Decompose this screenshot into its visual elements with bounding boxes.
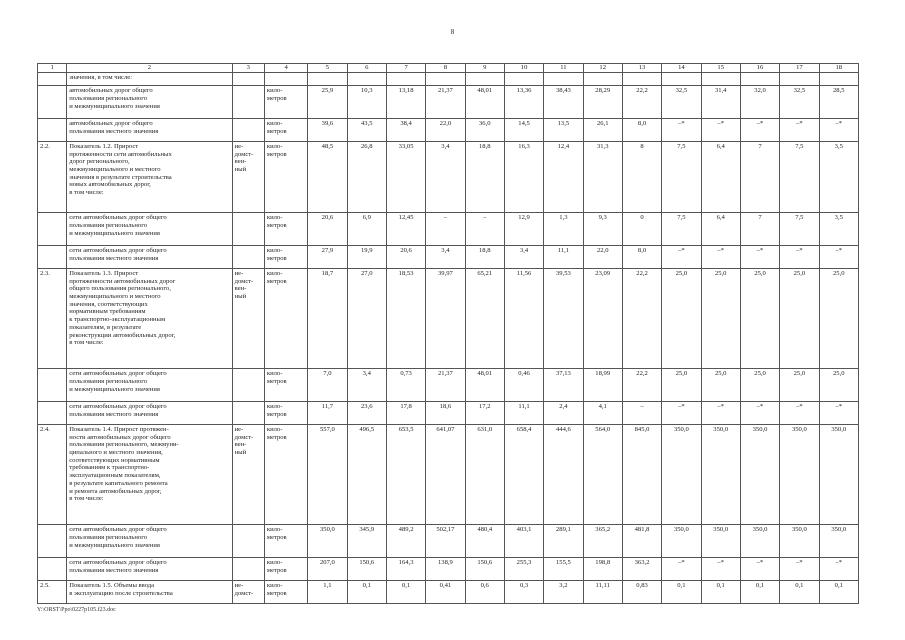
value-cell: 32,5 (780, 86, 819, 119)
table-row (38, 213, 859, 246)
value-cell: 363,2 (622, 557, 661, 580)
value-cell: 155,5 (544, 557, 583, 580)
unit-of-measure: кило- метров (264, 118, 307, 141)
unit-of-measure: кило- метров (264, 580, 307, 603)
value-cell: 207,0 (308, 557, 347, 580)
value-cell: 350,0 (701, 525, 740, 558)
value-cell: 6,4 (701, 213, 740, 246)
column-header-5: 5 (308, 64, 347, 73)
unit-of-measure: кило- метров (264, 245, 307, 268)
column-header-14: 14 (662, 64, 701, 73)
indicator-type (232, 557, 264, 580)
value-cell: 22,2 (622, 369, 661, 402)
value-cell: –* (780, 245, 819, 268)
unit-of-measure: кило- метров (264, 213, 307, 246)
unit-of-measure: кило- метров (264, 401, 307, 424)
value-cell: 3,5 (819, 141, 858, 212)
column-header-7: 7 (386, 64, 425, 73)
value-cell: 18,53 (386, 268, 425, 368)
value-cell: 255,3 (504, 557, 543, 580)
value-cell: 16,3 (504, 141, 543, 212)
column-header-9: 9 (465, 64, 504, 73)
value-cell: –* (780, 557, 819, 580)
value-cell: 3,4 (426, 141, 465, 212)
value-cell: 0,1 (780, 580, 819, 603)
table-row (38, 557, 859, 580)
indicator-type: ие- домст- (232, 580, 264, 603)
value-cell (780, 72, 819, 85)
value-cell: 631,0 (465, 424, 504, 524)
value-cell: 0,1 (701, 580, 740, 603)
indicator-name: Показатель 1.2. Прирост протяженности сети автомобильных дорог регионального, межмуниципального и местного значения в результате строительства новых автомобильных дорог, в том числе: (67, 141, 232, 212)
value-cell: –* (701, 118, 740, 141)
column-header-17: 17 (780, 64, 819, 73)
value-cell: 8 (622, 141, 661, 212)
value-cell: 365,2 (583, 525, 622, 558)
value-cell: 13,5 (544, 118, 583, 141)
value-cell: 150,6 (347, 557, 386, 580)
value-cell: 28,29 (583, 86, 622, 119)
value-cell: 25,0 (819, 268, 858, 368)
value-cell: 25,9 (308, 86, 347, 119)
value-cell: 198,8 (583, 557, 622, 580)
value-cell: 8,0 (622, 245, 661, 268)
value-cell: 21,37 (426, 86, 465, 119)
value-cell: 38,4 (386, 118, 425, 141)
table-row (38, 580, 859, 603)
value-cell (386, 72, 425, 85)
value-cell: 12,4 (544, 141, 583, 212)
row-number: 2.4. (38, 424, 67, 524)
indicator-type (232, 118, 264, 141)
value-cell: 7 (740, 213, 779, 246)
column-header-10: 10 (504, 64, 543, 73)
value-cell: 12,45 (386, 213, 425, 246)
unit-of-measure: кило- метров (264, 86, 307, 119)
column-header-13: 13 (622, 64, 661, 73)
unit-of-measure: кило- метров (264, 424, 307, 524)
value-cell: 489,2 (386, 525, 425, 558)
value-cell: 31,4 (701, 86, 740, 119)
value-cell: 17,8 (386, 401, 425, 424)
value-cell: 27,9 (308, 245, 347, 268)
value-cell: 3,4 (426, 245, 465, 268)
value-cell: 36,0 (465, 118, 504, 141)
value-cell: –* (662, 401, 701, 424)
value-cell: 0,83 (622, 580, 661, 603)
value-cell: 502,17 (426, 525, 465, 558)
value-cell: 18,8 (465, 141, 504, 212)
value-cell: 150,6 (465, 557, 504, 580)
value-cell: 23,09 (583, 268, 622, 368)
indicator-name: сети автомобильных дорог общего пользования регионального и межмуниципального значения (67, 369, 232, 402)
value-cell: 25,0 (662, 268, 701, 368)
value-cell (465, 72, 504, 85)
value-cell: 26,1 (583, 118, 622, 141)
row-number (38, 245, 67, 268)
value-cell: 350,0 (740, 424, 779, 524)
value-cell: 0,46 (504, 369, 543, 402)
value-cell: 4,1 (583, 401, 622, 424)
column-header-1: 1 (38, 64, 67, 73)
indicator-type (232, 525, 264, 558)
indicator-type (232, 369, 264, 402)
value-cell (662, 72, 701, 85)
value-cell: –* (819, 401, 858, 424)
value-cell: 564,0 (583, 424, 622, 524)
value-cell: 0,1 (386, 580, 425, 603)
value-cell: 25,0 (780, 268, 819, 368)
indicator-type: ие- домст- вен- ный (232, 268, 264, 368)
value-cell (583, 72, 622, 85)
value-cell: 14,5 (504, 118, 543, 141)
value-cell: 1,1 (308, 580, 347, 603)
unit-of-measure: кило- метров (264, 141, 307, 212)
row-number: 2.5. (38, 580, 67, 603)
value-cell: 0,3 (504, 580, 543, 603)
value-cell: 653,5 (386, 424, 425, 524)
value-cell: 39,53 (544, 268, 583, 368)
value-cell: 43,5 (347, 118, 386, 141)
table-row (38, 268, 859, 368)
column-header-18: 18 (819, 64, 858, 73)
value-cell: 3,2 (544, 580, 583, 603)
table-row (38, 118, 859, 141)
value-cell: 10,3 (347, 86, 386, 119)
value-cell: –* (819, 245, 858, 268)
value-cell: 350,0 (701, 424, 740, 524)
indicator-type: ие- домст- вен- ный (232, 141, 264, 212)
value-cell: 350,0 (819, 525, 858, 558)
value-cell: 0 (622, 213, 661, 246)
value-cell: 32,5 (662, 86, 701, 119)
table-row (38, 369, 859, 402)
value-cell: 8,0 (622, 118, 661, 141)
indicator-type (232, 213, 264, 246)
value-cell: – (622, 401, 661, 424)
value-cell: 1,3 (544, 213, 583, 246)
value-cell: 20,6 (308, 213, 347, 246)
column-header-16: 16 (740, 64, 779, 73)
value-cell: 22,0 (583, 245, 622, 268)
indicator-name: Показатель 1.5. Объемы ввода в эксплуатацию после строительства (67, 580, 232, 603)
indicator-name: сети автомобильных дорог общего пользования местного значения (67, 401, 232, 424)
row-number (38, 401, 67, 424)
value-cell: 13,36 (504, 86, 543, 119)
value-cell: –* (819, 118, 858, 141)
row-number: 2.3. (38, 268, 67, 368)
header-row (38, 64, 859, 73)
value-cell: 0,6 (465, 580, 504, 603)
value-cell: 7,5 (662, 213, 701, 246)
value-cell: 19,9 (347, 245, 386, 268)
value-cell (308, 72, 347, 85)
table-row (38, 141, 859, 212)
value-cell: 17,2 (465, 401, 504, 424)
value-cell: 11,7 (308, 401, 347, 424)
value-cell: 12,9 (504, 213, 543, 246)
value-cell: 39,6 (308, 118, 347, 141)
indicator-name: Показатель 1.3. Прирост протяженности автомобильных дорог общего пользования регионального, межмуниципального и местного значения, соответствующих нормативным требованиям к транспортно-эксплуатационным показателям, в результате реконструкции автомобильных дорог, в том числе: (67, 268, 232, 368)
value-cell: 39,97 (426, 268, 465, 368)
value-cell: 350,0 (780, 424, 819, 524)
value-cell: 18,8 (465, 245, 504, 268)
value-cell: 25,0 (701, 268, 740, 368)
value-cell: –* (780, 401, 819, 424)
value-cell: 481,8 (622, 525, 661, 558)
row-number (38, 369, 67, 402)
value-cell: 845,0 (622, 424, 661, 524)
value-cell: 22,0 (426, 118, 465, 141)
indicator-type (232, 86, 264, 119)
value-cell: 7,5 (780, 213, 819, 246)
value-cell: 3,4 (504, 245, 543, 268)
unit-of-measure: кило- метров (264, 557, 307, 580)
value-cell: 480,4 (465, 525, 504, 558)
value-cell: 13,18 (386, 86, 425, 119)
value-cell: –* (662, 245, 701, 268)
indicator-name: автомобильных дорог общего пользования регионального и межмуниципального значения (67, 86, 232, 119)
value-cell: 7,5 (662, 141, 701, 212)
value-cell: –* (662, 118, 701, 141)
indicator-type (232, 72, 264, 85)
indicator-name: сети автомобильных дорог общего пользования местного значения (67, 557, 232, 580)
value-cell: 289,1 (544, 525, 583, 558)
indicator-name: Показатель 1.4. Прирост протяжен- ности автомобильных дорог общего пользования регионального, межмуни- ципального и местного значения, соответствующих нормативным требованиям к транспортно- эксплуатационным показателям, в результате капитального ремонта и ремонта автомобильных дорог, в том числе: (67, 424, 232, 524)
value-cell: 20,6 (386, 245, 425, 268)
value-cell: 26,8 (347, 141, 386, 212)
value-cell (504, 72, 543, 85)
value-cell: 3,4 (347, 369, 386, 402)
value-cell: 138,9 (426, 557, 465, 580)
column-header-2: 2 (67, 64, 232, 73)
table-row (38, 72, 859, 85)
indicator-type (232, 245, 264, 268)
value-cell: 350,0 (308, 525, 347, 558)
value-cell: –* (740, 245, 779, 268)
value-cell: 18,7 (308, 268, 347, 368)
table-row (38, 424, 859, 524)
unit-of-measure: кило- метров (264, 525, 307, 558)
value-cell: 345,9 (347, 525, 386, 558)
value-cell: 23,6 (347, 401, 386, 424)
value-cell: 48,5 (308, 141, 347, 212)
value-cell: –* (662, 557, 701, 580)
footer-file-path: Y:\ORST\Ppo\0227p105.f23.doc (37, 607, 116, 613)
value-cell: 7,0 (308, 369, 347, 402)
indicators-table (37, 63, 859, 604)
value-cell: 22,2 (622, 86, 661, 119)
value-cell: 350,0 (662, 424, 701, 524)
value-cell: –* (701, 401, 740, 424)
value-cell: 350,0 (780, 525, 819, 558)
value-cell (622, 72, 661, 85)
indicator-type: ие- домст- вен- ный (232, 424, 264, 524)
indicator-name: автомобильных дорог общего пользования местного значения (67, 118, 232, 141)
unit-of-measure: кило- метров (264, 268, 307, 368)
value-cell: 444,6 (544, 424, 583, 524)
value-cell: 25,0 (780, 369, 819, 402)
value-cell: 0,1 (662, 580, 701, 603)
value-cell: 7,5 (780, 141, 819, 212)
value-cell: 11,56 (504, 268, 543, 368)
value-cell: 25,0 (662, 369, 701, 402)
value-cell (347, 72, 386, 85)
value-cell: – (465, 213, 504, 246)
value-cell (544, 72, 583, 85)
value-cell: 0,1 (740, 580, 779, 603)
value-cell: 11,11 (583, 580, 622, 603)
column-header-15: 15 (701, 64, 740, 73)
value-cell: 48,01 (465, 369, 504, 402)
column-header-8: 8 (426, 64, 465, 73)
value-cell: 25,0 (701, 369, 740, 402)
value-cell: 21,37 (426, 369, 465, 402)
value-cell: 25,0 (740, 369, 779, 402)
column-header-12: 12 (583, 64, 622, 73)
value-cell: 350,0 (662, 525, 701, 558)
value-cell: –* (740, 557, 779, 580)
value-cell (819, 72, 858, 85)
row-number (38, 557, 67, 580)
value-cell: 557,0 (308, 424, 347, 524)
value-cell: 350,0 (740, 525, 779, 558)
indicator-name: сети автомобильных дорог общего пользования местного значения (67, 245, 232, 268)
value-cell: 25,0 (740, 268, 779, 368)
page-number: 8 (450, 28, 455, 36)
value-cell: 11,1 (504, 401, 543, 424)
value-cell: 28,5 (819, 86, 858, 119)
value-cell: –* (740, 118, 779, 141)
value-cell: –* (819, 557, 858, 580)
value-cell: 32,0 (740, 86, 779, 119)
row-number (38, 86, 67, 119)
value-cell: 658,4 (504, 424, 543, 524)
value-cell: 6,9 (347, 213, 386, 246)
table-row (38, 245, 859, 268)
row-number: 2.2. (38, 141, 67, 212)
value-cell: 48,01 (465, 86, 504, 119)
value-cell: 6,4 (701, 141, 740, 212)
indicator-name: сети автомобильных дорог общего пользования регионального и межмуниципального значения (67, 213, 232, 246)
indicator-name: значения, в том числе: (67, 72, 232, 85)
value-cell: 18,99 (583, 369, 622, 402)
unit-of-measure (264, 72, 307, 85)
value-cell: –* (740, 401, 779, 424)
value-cell: –* (780, 118, 819, 141)
value-cell: –* (701, 557, 740, 580)
table-row (38, 401, 859, 424)
row-number (38, 118, 67, 141)
value-cell (701, 72, 740, 85)
indicator-type (232, 401, 264, 424)
row-number (38, 213, 67, 246)
value-cell: 11,1 (544, 245, 583, 268)
value-cell: 9,3 (583, 213, 622, 246)
value-cell: 65,21 (465, 268, 504, 368)
value-cell: 0,1 (819, 580, 858, 603)
value-cell: 22,2 (622, 268, 661, 368)
column-header-6: 6 (347, 64, 386, 73)
value-cell: 38,43 (544, 86, 583, 119)
value-cell: 350,0 (819, 424, 858, 524)
value-cell: 33,05 (386, 141, 425, 212)
value-cell: 7 (740, 141, 779, 212)
value-cell: 31,3 (583, 141, 622, 212)
row-number (38, 72, 67, 85)
value-cell: 0,41 (426, 580, 465, 603)
value-cell: – (426, 213, 465, 246)
value-cell: 496,5 (347, 424, 386, 524)
table-row (38, 525, 859, 558)
unit-of-measure: кило- метров (264, 369, 307, 402)
value-cell: 3,5 (819, 213, 858, 246)
column-header-4: 4 (264, 64, 307, 73)
value-cell: 164,3 (386, 557, 425, 580)
value-cell: 27,0 (347, 268, 386, 368)
value-cell: 2,4 (544, 401, 583, 424)
table-row (38, 86, 859, 119)
row-number (38, 525, 67, 558)
value-cell (740, 72, 779, 85)
value-cell: 25,0 (819, 369, 858, 402)
value-cell: 641,07 (426, 424, 465, 524)
value-cell: 18,6 (426, 401, 465, 424)
column-header-11: 11 (544, 64, 583, 73)
value-cell: 0,1 (347, 580, 386, 603)
value-cell: –* (701, 245, 740, 268)
value-cell: 0,73 (386, 369, 425, 402)
value-cell: 403,1 (504, 525, 543, 558)
value-cell: 37,13 (544, 369, 583, 402)
value-cell (426, 72, 465, 85)
indicator-name: сети автомобильных дорог общего пользования регионального и межмуниципального значения (67, 525, 232, 558)
column-header-3: 3 (232, 64, 264, 73)
